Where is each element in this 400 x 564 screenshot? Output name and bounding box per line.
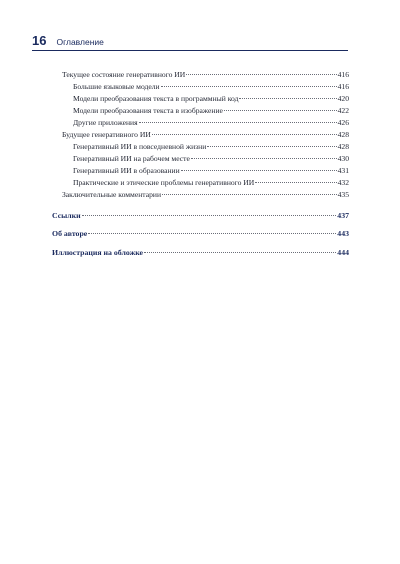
- toc-entry: [73, 94, 349, 104]
- leader-dots: [139, 122, 337, 123]
- toc-entry: [73, 142, 349, 152]
- toc-entry-page: 428: [337, 142, 349, 151]
- leader-dots: [88, 233, 336, 234]
- leader-dots: [255, 182, 336, 183]
- toc-entry: [73, 106, 349, 116]
- toc-entry-page: 432: [337, 178, 349, 187]
- toc-entry-title: Генеративный ИИ в повседневной жизни: [73, 142, 207, 151]
- toc-chapter-page: 444: [337, 248, 349, 257]
- toc-entry-page: 422: [337, 106, 349, 115]
- toc-entry: [73, 82, 349, 92]
- toc-entry: [73, 178, 349, 188]
- toc-chapter-title: Об авторе: [52, 229, 88, 238]
- toc-entry: [73, 118, 349, 128]
- toc-entry: [62, 70, 349, 80]
- toc-entry-page: 426: [337, 118, 349, 127]
- leader-dots: [82, 215, 337, 216]
- leader-dots: [191, 158, 337, 159]
- toc-entry: [73, 166, 349, 176]
- toc-entry-title: Модели преобразования текста в программный код: [73, 94, 239, 103]
- leader-dots: [207, 146, 336, 147]
- toc-chapter: [52, 229, 349, 239]
- toc-entry-page: 420: [337, 94, 349, 103]
- running-header: [32, 33, 348, 48]
- leader-dots: [161, 86, 337, 87]
- toc-entry-title: Практические и этические проблемы генеративного ИИ: [73, 178, 255, 187]
- leader-dots: [181, 170, 337, 171]
- toc-entry-title: Генеративный ИИ в образовании: [73, 166, 180, 175]
- toc-entry-title: Модели преобразования текста в изображение: [73, 106, 223, 115]
- toc-entry: [62, 130, 349, 140]
- leader-dots: [224, 110, 337, 111]
- toc-entry-title: Будущее генеративного ИИ: [62, 130, 151, 139]
- leader-dots: [239, 98, 336, 99]
- toc-entry-page: 416: [337, 70, 349, 79]
- leader-dots: [144, 252, 336, 253]
- toc-chapter-page: 437: [337, 211, 349, 220]
- toc-entry-page: 416: [337, 82, 349, 91]
- toc-entry-title: Генеративный ИИ на рабочем месте: [73, 154, 190, 163]
- toc-chapter: [52, 248, 349, 258]
- page-number: 16: [32, 33, 47, 48]
- leader-dots: [152, 134, 337, 135]
- toc-entry-page: 428: [337, 130, 349, 139]
- toc-chapter: [52, 211, 349, 221]
- toc-chapter-title: Иллюстрация на обложке: [52, 248, 143, 257]
- toc-entry-title: Заключительные комментарии: [62, 190, 162, 199]
- toc-entry-page: 431: [337, 166, 349, 175]
- toc-entry-page: 435: [337, 190, 349, 199]
- section-title: Оглавление: [56, 37, 104, 47]
- toc-chapter-page: 443: [337, 229, 349, 238]
- toc-entry-page: 430: [337, 154, 349, 163]
- header-rule: [32, 50, 348, 51]
- leader-dots: [186, 74, 336, 75]
- toc-entry-title: Большие языковые модели: [73, 82, 160, 91]
- leader-dots: [162, 194, 337, 195]
- toc-entry: [62, 190, 349, 200]
- toc-chapter-title: Ссылки: [52, 211, 81, 220]
- toc-entry-title: Текущее состояние генеративного ИИ: [62, 70, 186, 79]
- toc-entry-title: Другие приложения: [73, 118, 138, 127]
- toc-entry: [73, 154, 349, 164]
